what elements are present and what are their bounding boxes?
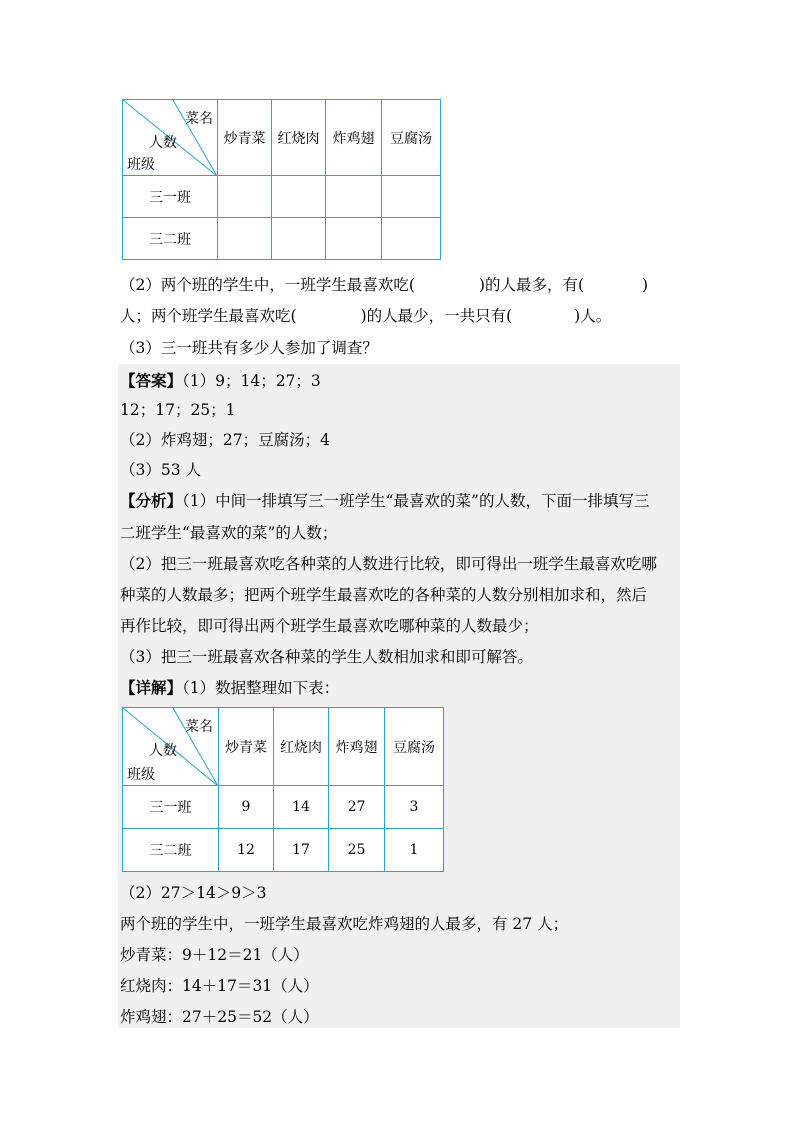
class-label: 班级 <box>127 767 155 783</box>
answer-line-2: 12；17；25；1 <box>120 401 236 419</box>
detail2-line-2: 两个班的学生中，一班学生最喜欢吃炸鸡翅的人最多，有 27 人； <box>120 915 569 933</box>
analysis-line-5: 再作比较，即可得出两个班学生最喜欢吃哪种菜的人数最少； <box>120 617 539 635</box>
analysis-line-6: （3）把三一班最喜欢各种菜的学生人数相加求和即可解答。 <box>120 648 533 666</box>
value-cell: 9 <box>219 786 274 829</box>
answer-line-1: 【答案】（1）9；14；27；3 <box>120 371 321 390</box>
row-label: 三二班 <box>123 218 218 260</box>
header-cell: 豆腐汤 <box>385 708 444 786</box>
header-cell: 炸鸡翅 <box>326 100 382 176</box>
diagonal-header-cell <box>123 100 218 176</box>
value-cell: 12 <box>219 829 274 872</box>
question-2-line-2: 人；两个班学生最喜欢吃( )的人最少，一共只有( )人。 <box>120 307 612 325</box>
question-3: （3）三一班共有多少人参加了调查？ <box>120 339 378 357</box>
header-cell: 豆腐汤 <box>382 100 441 176</box>
value-cell <box>326 218 382 260</box>
table-row <box>123 218 441 260</box>
value-cell <box>272 176 326 218</box>
value-cell <box>382 176 441 218</box>
value-cell: 25 <box>329 829 385 872</box>
table-row <box>123 176 441 218</box>
row-label: 三二班 <box>123 829 219 872</box>
diagonal-header-cell <box>123 708 219 786</box>
value-cell: 1 <box>385 829 444 872</box>
analysis-line-1: 【分析】（1）中间一排填写三一班学生“最喜欢的菜”的人数，下面一排填写三 <box>120 491 650 510</box>
answer-line-4: （3）53 人 <box>120 461 202 479</box>
value-cell: 14 <box>274 786 329 829</box>
table-row <box>123 829 444 872</box>
people-label: 人数 <box>149 743 177 759</box>
people-label: 人数 <box>149 135 177 151</box>
question-2-line-1: （2）两个班的学生中，一班学生最喜欢吃( )的人最多，有( ) <box>120 276 649 294</box>
header-cell: 炒青菜 <box>218 100 272 176</box>
value-cell: 3 <box>385 786 444 829</box>
detail-line-1: 【详解】（1）数据整理如下表： <box>120 678 340 697</box>
analysis-line-3: （2）把三一班最喜欢吃各种菜的人数进行比较，即可得出一班学生最喜欢吃哪 <box>120 555 657 573</box>
detail2-line-3: 炒青菜：9＋12＝21（人） <box>120 946 309 964</box>
header-cell: 红烧肉 <box>274 708 329 786</box>
survey-table-blank <box>122 99 441 260</box>
analysis-line-2: 二班学生“最喜欢的菜”的人数； <box>120 524 338 542</box>
header-cell: 炸鸡翅 <box>329 708 385 786</box>
row-label: 三一班 <box>123 176 218 218</box>
detail2-line-1: （2）27＞14＞9＞3 <box>120 884 267 902</box>
value-cell <box>218 218 272 260</box>
answer-line-3: （2）炸鸡翅；27；豆腐汤；4 <box>120 431 330 449</box>
detail2-line-5: 炸鸡翅：27＋25＝52（人） <box>120 1008 319 1026</box>
header-cell: 炒青菜 <box>219 708 274 786</box>
survey-table-filled <box>122 707 444 872</box>
dish-label: 菜名 <box>185 719 213 735</box>
value-cell: 27 <box>329 786 385 829</box>
detail2-line-4: 红烧肉：14＋17＝31（人） <box>120 977 319 995</box>
value-cell: 17 <box>274 829 329 872</box>
header-cell: 红烧肉 <box>272 100 326 176</box>
value-cell <box>382 218 441 260</box>
class-label: 班级 <box>127 157 155 173</box>
value-cell <box>272 218 326 260</box>
table-row <box>123 786 444 829</box>
row-label: 三一班 <box>123 786 219 829</box>
analysis-line-4: 种菜的人数最多；把两个班学生最喜欢吃的各种菜的人数分别相加求和，然后 <box>120 586 648 604</box>
value-cell <box>218 176 272 218</box>
value-cell <box>326 176 382 218</box>
dish-label: 菜名 <box>185 111 213 127</box>
